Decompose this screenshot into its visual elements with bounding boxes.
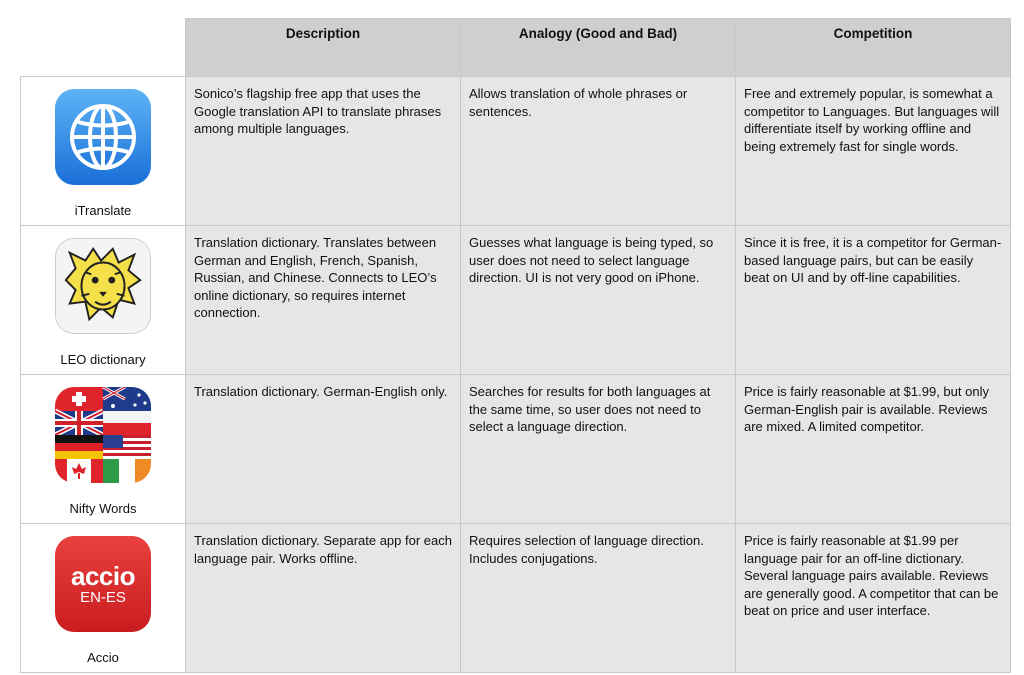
app-cell [21,77,186,226]
accio-logo-icon [55,536,151,632]
app-name: Accio [87,650,119,665]
app-name: LEO dictionary [60,352,146,367]
competition-cell: Free and extremely popular, is somewhat a competitor to Languages. But languages will differentiate itself by working offline and being extremely fast for single words. [736,77,1011,226]
app-name: iTranslate [74,203,132,218]
lion-icon [55,238,151,334]
app-cell [21,524,186,673]
analogy-cell: Requires selection of language direction. Includes conjugations. [461,524,736,673]
description-cell: Sonico’s flagship free app that uses the Google translation API to translate phrases among multiple languages. [186,77,461,226]
description-cell: Translation dictionary. Translates between German and English, French, Spanish, Russian, and Chinese. Connects to LEO’s online dictionary, so requires internet connection. [186,226,461,375]
accio-logo-word: accio [71,560,135,591]
header-row [21,19,1011,77]
table-row [21,226,1011,375]
competition-cell: Since it is free, it is a competitor for German-based language pairs, but can be easily beat on UI and by off-line capabilities. [736,226,1011,375]
table-row [21,375,1011,524]
header-analogy: Analogy (Good and Bad) [461,19,736,77]
comparison-table [20,18,1011,673]
competition-cell: Price is fairly reasonable at $1.99, but only German-English pair is available. Reviews are mixed. A limited competitor. [736,375,1011,524]
header-blank-cell [21,19,186,77]
analogy-cell: Searches for results for both languages at the same time, so user does not need to select a language direction. [461,375,736,524]
header-description: Description [186,19,461,77]
description-cell: Translation dictionary. German-English only. [186,375,461,524]
globe-icon [55,89,151,185]
app-name: Nifty Words [69,501,137,516]
table-row [21,77,1011,226]
analogy-cell: Allows translation of whole phrases or sentences. [461,77,736,226]
app-cell [21,226,186,375]
analogy-cell: Guesses what language is being typed, so user does not need to select language direction. UI is not very good on iPhone. [461,226,736,375]
table-row [21,524,1011,673]
app-cell [21,375,186,524]
header-competition: Competition [736,19,1011,77]
accio-logo-sub: EN-ES [80,588,126,606]
description-cell: Translation dictionary. Separate app for each language pair. Works offline. [186,524,461,673]
flags-icon [55,387,151,483]
competition-cell: Price is fairly reasonable at $1.99 per language pair for an off-line dictionary. Several language pairs available. Reviews are generally good. A competitor that can be beat on price and user interface. [736,524,1011,673]
